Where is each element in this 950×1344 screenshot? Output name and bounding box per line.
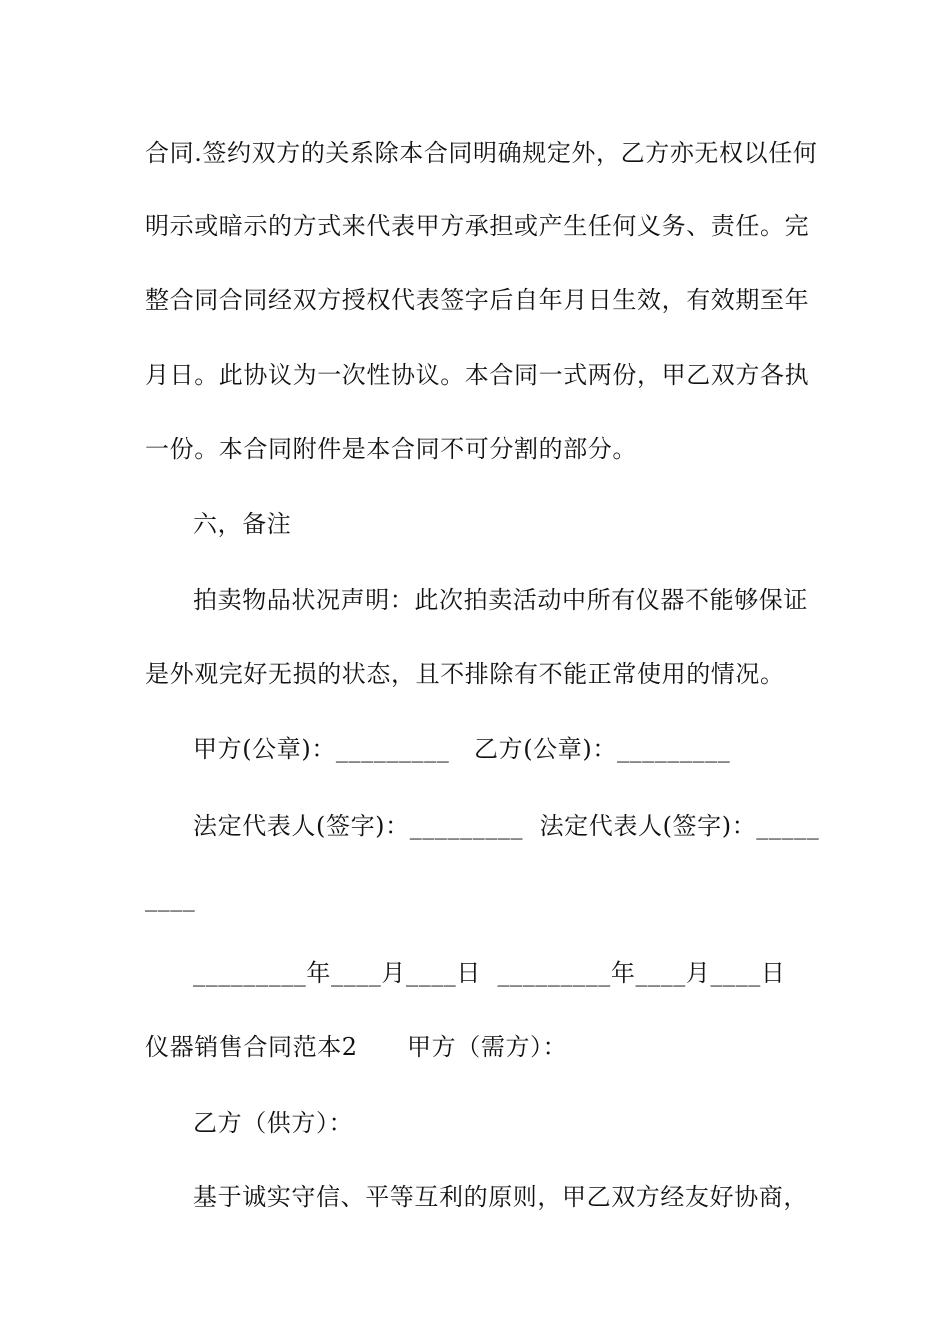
paragraph-line: 明示或暗示的方式来代表甲方承担或产生任何义务、责任。完 [145, 212, 810, 240]
signature-line-representative: 法定代表人(签字)：_________ 法定代表人(签字)：_____ [193, 812, 820, 840]
section-heading: 六，备注 [193, 510, 292, 538]
paragraph-line: 整合同合同经双方授权代表签字后自年月日生效，有效期至年 [145, 286, 810, 314]
paragraph-line: 基于诚实守信、平等互利的原则，甲乙双方经友好协商， [193, 1183, 808, 1211]
paragraph-line: 是外观完好无损的状态，且不排除有不能正常使用的情况。 [145, 660, 785, 688]
paragraph-line: 拍卖物品状况声明：此次拍卖活动中所有仪器不能够保证 [193, 586, 808, 614]
signature-line-continuation: ____ [145, 884, 196, 912]
party-line: 乙方（供方）： [193, 1109, 354, 1137]
contract-title-line: 仪器销售合同范本2 甲方（需方）： [145, 1033, 568, 1061]
date-line: _________年____月____日 _________年____月____日 [193, 959, 786, 987]
paragraph-line: 一份。本合同附件是本合同不可分割的部分。 [145, 435, 637, 463]
paragraph-line: 月日。此协议为一次性协议。本合同一式两份，甲乙双方各执 [145, 361, 810, 389]
paragraph-line: 合同.签约双方的关系除本合同明确规定外，乙方亦无权以任何 [145, 139, 818, 167]
signature-line-seal: 甲方(公章)：_________ 乙方(公章)：_________ [193, 735, 731, 763]
